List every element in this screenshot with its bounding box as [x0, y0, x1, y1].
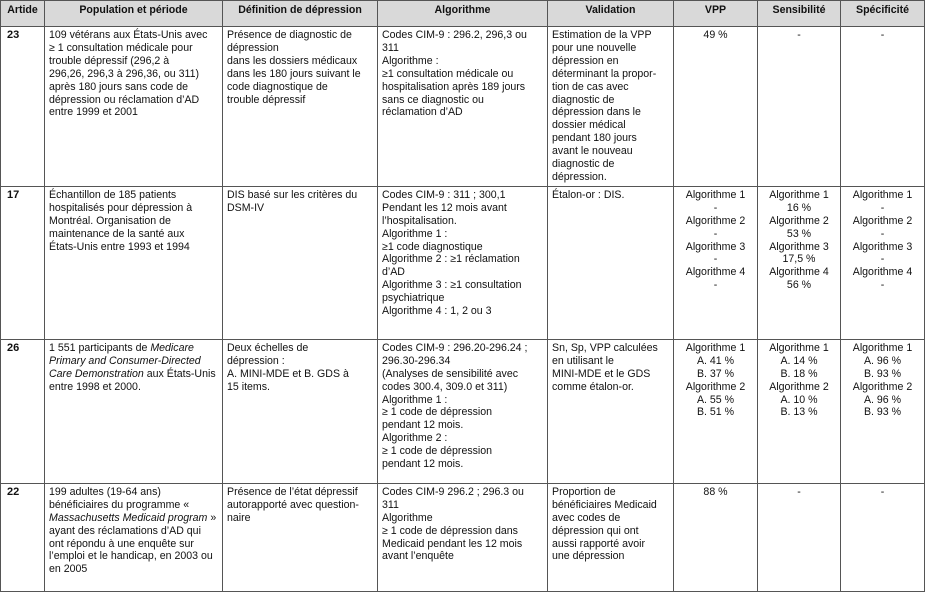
population-line: entre 1999 et 2001: [49, 106, 138, 119]
vpp-line: A. 55 %: [696, 393, 735, 406]
table-row: [1, 339, 925, 483]
validation-line: une dépression: [552, 550, 625, 563]
vpp-line: B. 37 %: [696, 367, 735, 380]
population-line: après 180 jours sans code de: [49, 80, 188, 93]
sensitivity-cell: [758, 27, 841, 187]
vpp-line: Algorithme 2: [685, 214, 746, 227]
population-text: » ayant des réclamations d’AD qui ont répondu à une enquête sur l’emploi et le handicap, en 2003 ou en 2005: [49, 511, 217, 576]
algorithm-line: 311: [382, 498, 399, 511]
program-name: Medicare Primary and Consumer-Directed Care Demonstration: [49, 341, 201, 380]
population-text: 199 adultes (19-64 ans) bénéficiaires du programme «: [49, 485, 190, 511]
header-algorithm: Algorithme: [378, 1, 548, 27]
vpp-line: Algorithme 1: [685, 188, 746, 201]
specificity-line: -: [880, 253, 885, 266]
validation-cell: [548, 186, 674, 339]
article-id: 22: [1, 483, 45, 591]
table-row: [1, 27, 925, 187]
article-id: 23: [1, 27, 45, 187]
validation-line: Proportion de: [552, 485, 616, 498]
definition-line: DIS basé sur les critères du: [227, 188, 358, 201]
vpp-line: -: [713, 227, 718, 240]
header-sensitivity: Sensibilité: [758, 1, 841, 27]
specificity-line: -: [880, 279, 885, 292]
sensitivity-line: Algorithme 4: [769, 266, 829, 279]
algorithm-line: avant l’enquête: [382, 550, 454, 563]
vpp-line: Algorithme 3: [685, 240, 746, 253]
sensitivity-line: 16 %: [786, 201, 812, 214]
definition-cell: [223, 339, 378, 483]
definition-line: DSM-IV: [227, 201, 265, 214]
sensitivity-line: Algorithme 3: [769, 240, 829, 253]
specificity-line: Algorithme 3: [852, 240, 913, 253]
validation-line: dépression.: [552, 170, 607, 183]
validation-line: pendant 180 jours: [552, 132, 637, 145]
vpp-line: B. 51 %: [696, 406, 735, 419]
header-row: [1, 1, 925, 27]
algorithm-line: ≥ 1 code de dépression: [382, 445, 493, 458]
algorithm-line: Codes CIM-9 : 296.20-296.24 ;: [382, 341, 528, 354]
specificity-line: Algorithme 2: [852, 214, 913, 227]
definition-cell: [223, 186, 378, 339]
algorithm-line: sans ce diagnostic ou: [382, 93, 484, 106]
validation-cell: [548, 339, 674, 483]
sensitivity-line: B. 18 %: [780, 367, 818, 380]
algorithm-line: Algorithme 4 : 1, 2 ou 3: [382, 305, 492, 318]
algorithm-line: l’hospitalisation.: [382, 214, 457, 227]
validation-line: diagnostic de: [552, 93, 615, 106]
specificity-cell: [841, 27, 925, 187]
vpp-line: Algorithme 1: [685, 341, 746, 354]
definition-line: autorapporté avec question-: [227, 498, 359, 511]
validation-line: aussi rapporté avoir: [552, 537, 646, 550]
sensitivity-line: 17,5 %: [782, 253, 816, 266]
validation-line: tion de cas avec: [552, 80, 629, 93]
algorithm-line: d’AD: [382, 266, 405, 279]
specificity-value: -: [880, 29, 885, 41]
vpp-cell: [674, 27, 758, 187]
validation-line: MINI-MDE et le GDS: [552, 367, 651, 380]
algorithm-line: Pendant les 12 mois avant: [382, 201, 507, 214]
table-row: [1, 483, 925, 591]
algorithm-line: 296.30-296.34: [382, 354, 451, 367]
validation-line: avec codes de: [552, 511, 621, 524]
algorithm-cell: [378, 186, 548, 339]
sensitivity-line: Algorithme 1: [769, 188, 829, 201]
specificity-cell: [841, 339, 925, 483]
validation-line: déterminant la propor-: [552, 67, 657, 80]
algorithm-line: Codes CIM-9 296.2 ; 296.3 ou: [382, 485, 524, 498]
validation-line: dépression en: [552, 54, 619, 67]
validation-line: dossier médical: [552, 119, 626, 132]
header-population: Population et période: [45, 1, 223, 27]
validation-line: pour une nouvelle: [552, 41, 637, 54]
specificity-line: Algorithme 2: [852, 380, 913, 393]
vpp-line: -: [713, 279, 718, 292]
header-definition: Définition de dépression: [223, 1, 378, 27]
validation-cell: [548, 27, 674, 187]
specificity-line: B. 93 %: [863, 367, 902, 380]
population-line: ≥ 1 consultation médicale pour: [49, 41, 193, 54]
definition-line: dépression: [227, 41, 279, 54]
article-id: 17: [1, 186, 45, 339]
algorithm-line: Codes CIM-9 : 311 ; 300,1: [382, 188, 506, 201]
sensitivity-value: -: [797, 29, 801, 41]
definition-cell: [223, 27, 378, 187]
vpp-value: 49 %: [703, 29, 728, 41]
population-line: 296,26, 296,3 à 296,36, ou 311): [49, 67, 200, 80]
algorithm-line: Algorithme: [382, 511, 433, 524]
vpp-line: A. 41 %: [696, 354, 735, 367]
specificity-cell: [841, 483, 925, 591]
algorithm-line: (Analyses de sensibilité avec: [382, 367, 519, 380]
algorithm-line: Medicaid pendant les 12 mois: [382, 537, 523, 550]
algorithm-line: 311: [382, 41, 399, 54]
header-specificity: Spécificité: [841, 1, 925, 27]
sensitivity-line: Algorithme 2: [769, 214, 829, 227]
algorithm-line: pendant 12 mois.: [382, 458, 464, 471]
table-row: [1, 186, 925, 339]
population-line: Échantillon de 185 patients: [49, 188, 177, 201]
validation-line: bénéficiaires Medicaid: [552, 498, 657, 511]
population-text: 1 551 participants de: [49, 341, 151, 354]
algorithm-line: codes 300.4, 309.0 et 311): [382, 380, 508, 393]
definition-line: Deux échelles de: [227, 341, 309, 354]
header-validation: Validation: [548, 1, 674, 27]
definition-line: trouble dépressif: [227, 93, 306, 106]
algorithm-line: Algorithme 1 :: [382, 393, 448, 406]
population-cell: [45, 483, 223, 591]
algorithm-line: Algorithme 2 : ≥1 réclamation: [382, 253, 520, 266]
sensitivity-cell: [758, 339, 841, 483]
specificity-line: -: [880, 227, 885, 240]
population-line: maintenance de la santé aux: [49, 227, 185, 240]
specificity-line: Algorithme 1: [852, 341, 913, 354]
algorithm-line: ≥1 code diagnostique: [382, 240, 483, 253]
validation-line: dépression dans le: [552, 106, 641, 119]
validation-line: comme étalon-or.: [552, 380, 634, 393]
article-id: 26: [1, 339, 45, 483]
population-line: trouble dépressif (296,2 à: [49, 54, 170, 67]
sensitivity-cell: [758, 186, 841, 339]
definition-line: dépression :: [227, 354, 285, 367]
validation-line: Sn, Sp, VPP calculées: [552, 341, 658, 354]
validation-line: diagnostic de: [552, 158, 615, 171]
algorithm-line: Algorithme 2 :: [382, 432, 448, 445]
definition-line: dans les 180 jours suivant le: [227, 67, 361, 80]
validation-line: avant le nouveau: [552, 145, 633, 158]
definition-line: dans les dossiers médicaux: [227, 54, 358, 67]
specificity-line: B. 93 %: [863, 406, 902, 419]
algorithm-line: Codes CIM-9 : 296.2, 296,3 ou: [382, 29, 527, 41]
vpp-value: 88 %: [703, 485, 728, 498]
definition-cell: [223, 483, 378, 591]
vpp-cell: [674, 339, 758, 483]
population-cell: [45, 339, 223, 483]
specificity-value: -: [880, 485, 885, 498]
algorithm-line: Algorithme 1 :: [382, 227, 448, 240]
definition-line: A. MINI-MDE et B. GDS à: [227, 367, 349, 380]
program-name: Massachusetts Medicaid program: [49, 511, 208, 524]
vpp-cell: [674, 483, 758, 591]
vpp-line: -: [713, 253, 718, 266]
algorithm-line: pendant 12 mois.: [382, 419, 464, 432]
algorithm-line: Algorithme 3 : ≥1 consultation: [382, 279, 522, 292]
sensitivity-line: A. 10 %: [780, 393, 818, 406]
definition-line: code diagnostique de: [227, 80, 328, 93]
definition-line: Présence de diagnostic de: [227, 29, 352, 41]
vpp-cell: [674, 186, 758, 339]
validation-line: dépression qui ont: [552, 524, 639, 537]
specificity-line: Algorithme 1: [852, 188, 913, 201]
header-article: Artide: [1, 1, 45, 27]
algorithm-line: hospitalisation après 189 jours: [382, 80, 526, 93]
algorithm-line: réclamation d’AD: [382, 106, 463, 119]
algorithm-cell: [378, 483, 548, 591]
specificity-line: A. 96 %: [863, 354, 902, 367]
definition-line: naire: [227, 511, 251, 524]
validation-line: Estimation de la VPP: [552, 29, 652, 41]
validation-line: en utilisant le: [552, 354, 614, 367]
specificity-line: -: [880, 201, 885, 214]
vpp-line: Algorithme 4: [685, 266, 746, 279]
validation-line: Étalon-or : DIS.: [552, 188, 625, 201]
population-line: 109 vétérans aux États-Unis avec: [49, 29, 208, 41]
algorithm-line: ≥ 1 code de dépression dans: [382, 524, 518, 537]
specificity-cell: [841, 186, 925, 339]
sensitivity-line: B. 13 %: [780, 406, 818, 419]
algorithm-line: Algorithme :: [382, 54, 439, 67]
algorithm-line: ≥ 1 code de dépression: [382, 406, 493, 419]
algorithm-cell: [378, 27, 548, 187]
sensitivity-cell: [758, 483, 841, 591]
population-cell: [45, 186, 223, 339]
vpp-line: -: [713, 201, 718, 214]
population-cell: [45, 27, 223, 187]
sensitivity-line: 56 %: [786, 279, 812, 292]
sensitivity-line: 53 %: [786, 227, 812, 240]
vpp-line: Algorithme 2: [685, 380, 746, 393]
algorithm-line: ≥1 consultation médicale ou: [382, 67, 514, 80]
specificity-line: A. 96 %: [863, 393, 902, 406]
sensitivity-line: Algorithme 2: [769, 380, 829, 393]
population-text: aux États-Unis entre 1998 et 2000.: [49, 367, 216, 393]
specificity-line: Algorithme 4: [852, 266, 913, 279]
definition-line: Présence de l’état dépressif: [227, 485, 358, 498]
header-vpp: VPP: [674, 1, 758, 27]
validation-cell: [548, 483, 674, 591]
definition-line: 15 items.: [227, 380, 270, 393]
algorithm-cell: [378, 339, 548, 483]
population-line: États-Unis entre 1993 et 1994: [49, 240, 190, 253]
population-line: Montréal. Organisation de: [49, 214, 171, 227]
sensitivity-line: Algorithme 1: [769, 341, 829, 354]
algorithm-line: psychiatrique: [382, 292, 445, 305]
sensitivity-line: A. 14 %: [780, 354, 818, 367]
sensitivity-value: -: [797, 485, 801, 498]
population-line: hospitalisés pour dépression à: [49, 201, 193, 214]
population-line: dépression ou réclamation d’AD: [49, 93, 200, 106]
